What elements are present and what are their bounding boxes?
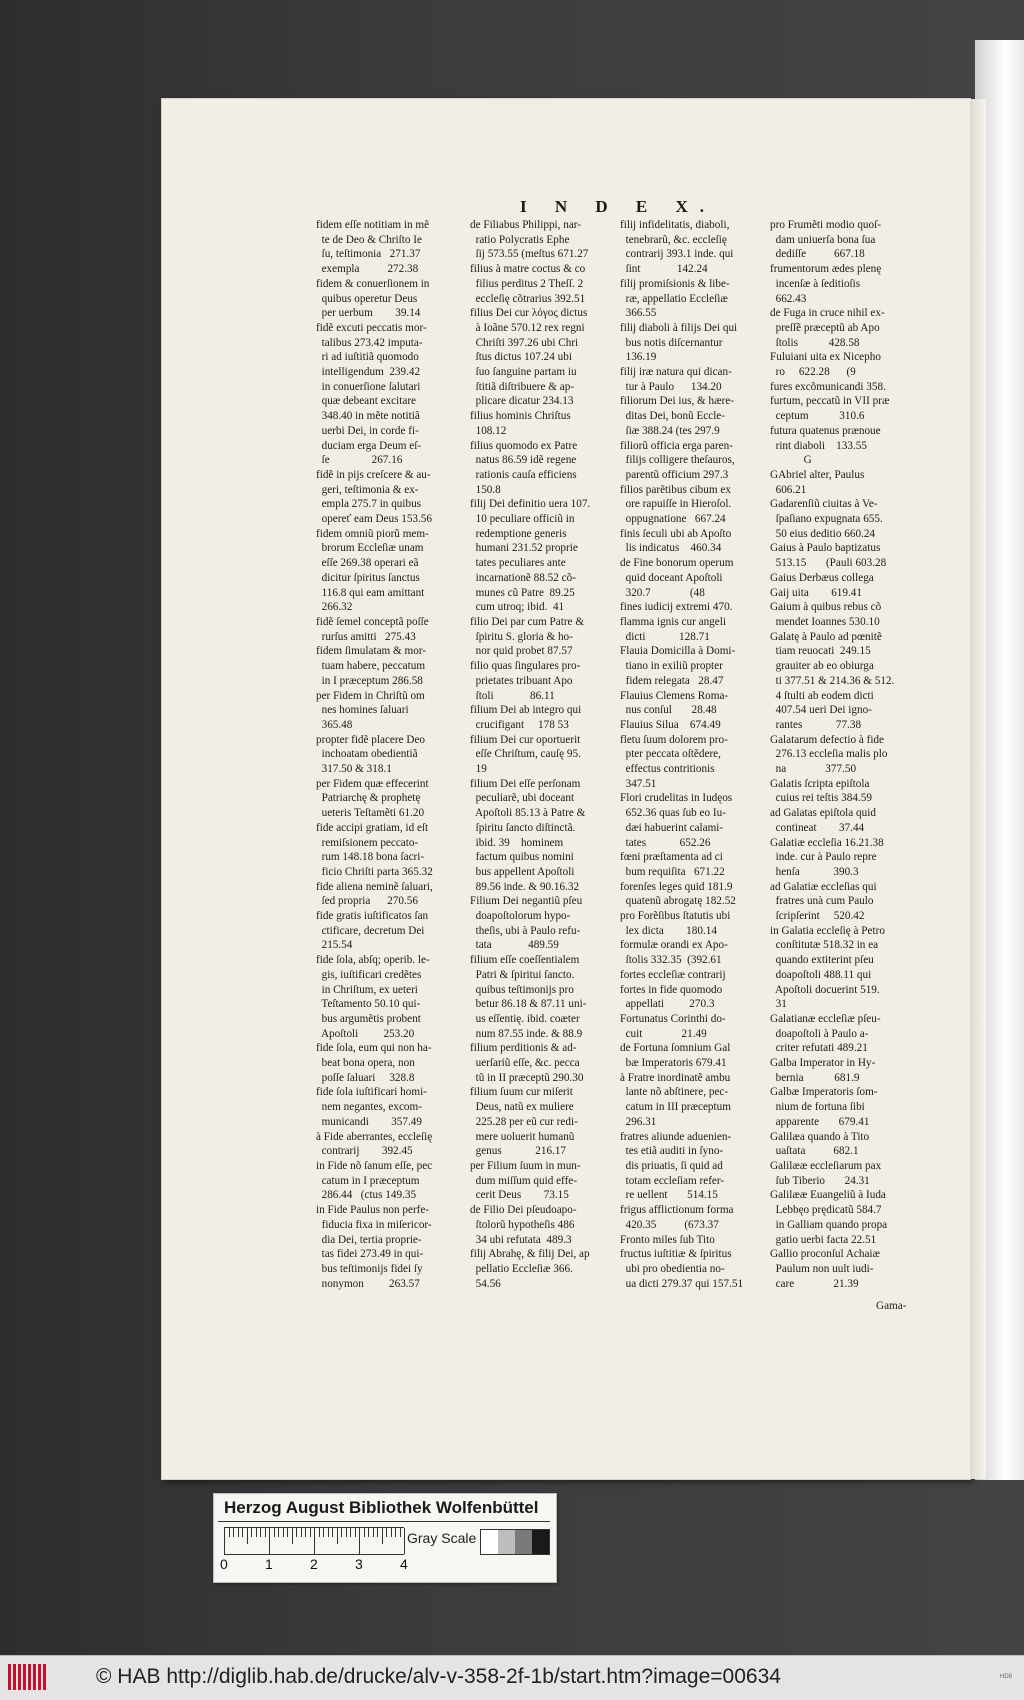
ruler-tick	[278, 1528, 279, 1537]
ruler-tick	[364, 1528, 365, 1537]
ruler-tick	[229, 1528, 230, 1537]
card-divider	[218, 1521, 550, 1522]
ruler-tick	[332, 1528, 333, 1537]
ruler-number: 0	[220, 1556, 228, 1572]
gray-swatch	[481, 1530, 498, 1554]
page-gutter	[970, 99, 986, 1479]
ruler-tick	[305, 1528, 306, 1537]
ruler-tick	[287, 1528, 288, 1537]
ruler-tick	[314, 1528, 315, 1554]
ruler-tick	[251, 1528, 252, 1537]
ruler-tick	[238, 1528, 239, 1537]
ruler-tick	[373, 1528, 374, 1537]
ruler-tick	[377, 1528, 378, 1537]
ruler-tick	[382, 1528, 383, 1544]
ruler-tick	[386, 1528, 387, 1537]
ruler-tick	[296, 1528, 297, 1537]
hab-logo-icon	[8, 1664, 46, 1690]
ruler-tick	[260, 1528, 261, 1537]
ruler-tick	[301, 1528, 302, 1537]
gray-scale-label: Gray Scale	[407, 1530, 477, 1546]
ruler-tick	[242, 1528, 243, 1537]
ruler-tick	[346, 1528, 347, 1537]
ruler-tick	[400, 1528, 401, 1537]
ruler-tick	[323, 1528, 324, 1537]
ruler-tick	[337, 1528, 338, 1544]
ruler-tick	[292, 1528, 293, 1544]
color-calibration-card	[213, 1493, 557, 1583]
index-column-1: fidem eſſe notitiam in mẽ te de Deo & Chriſto Ie ſu, teſtimonia 271.37 exempla 272.38 fidem & conuerſionem in quibus operetur Deus per uerbum 39.14 fidẽ excuti peccatis mor- talibus 273.42 imputa- ri ad iuſtitiã quomodo intelligendum 239.42 in conuerſione ſalutari quæ debeant excitare 348.40 in mẽte notitiã uerbi Dei, in corde fi- duciam erga Deum eſ- ſe 267.16 fidẽ in pijs creſcere & au- geri, teſtimonia & ex- empla 275.7 in quibus opereť eam Deus 153.56 fidem omniũ piorũ mem- brorum Eccleſiæ unam eſſe 269.38 operari eã dicitur ſpiritus ſanctus 116.8 qui eam amittant 266.32 fidẽ ſemel conceptã poſſe rurſus amitti 275.43 fidem ſimulatam & mor- tuam habere, peccatum in I præceptum 286.58 per Fidem in Chriſtũ om nes homines ſaluari 365.48 propter fidẽ placere Deo inchoatam obedientiã 317.50 & 318.1 per Fidem quæ effecerint Patriarchę & prophetę ueteris Teſtamẽti 61.20 fide accipi gratiam, id eſt remiſsionem peccato- rum 148.18 bona ſacri- ficio Chriſti parta 365.32 fide aliena neminẽ ſaluari, ſed propria 270.56 fide gratis iuſtificatos ſan ctificare, decretum Dei 215.54 fide ſola, abſq; operib. le- gis, iuſtificari credẽtes in Chriſtum, ex ueteri Teſtamento 50.10 qui- bus argumẽtis probent Apoſtoli 253.20 fide ſola, eum qui non ha- beat bona opera, non poſſe ſaluari 328.8 fide ſola iuſtificari homi- nem negantes, excom- municandi 357.49 à Fide aberrantes, eccleſię contrarij 392.45 in Fide nõ ſanum eſſe, pec catum in I præceptum 286.44 (ctus 149.35 in Fide Paulus non perfe- fiducia fixa in miſericor- dia Dei, tertia proprie- tas fidei 273.49 in qui- bus teſtimonijs fidei ſy nonymon 263.57	[316, 219, 433, 1290]
ruler-tick	[350, 1528, 351, 1537]
ruler-tick	[341, 1528, 342, 1537]
source-url[interactable]: © HAB http://diglib.hab.de/drucke/alv-v-358-2f-1b/start.htm?image=00634	[96, 1665, 781, 1688]
page-title: I N D E X.	[520, 197, 717, 216]
ruler-tick	[404, 1528, 405, 1554]
gray-swatch	[532, 1530, 549, 1554]
ruler-tick	[233, 1528, 234, 1537]
ruler-tick	[328, 1528, 329, 1537]
ruler-tick	[310, 1528, 311, 1537]
index-column-3: filij infidelitatis, diaboli, tenebrarũ, &c. eccleſię contrarij 393.1 inde. qui ſint 142.24 filij promiſsionis & libe- ræ, appellatio Eccleſiæ 366.55 filij diaboli à filijs Dei qui bus notis diſcernantur 136.19 filij iræ natura qui dican- tur à Paulo 134.20 filiorum Dei ius, & hære- ditas Dei, bonũ Eccle- ſiæ 388.24 (tes 297.9 filiorũ officia erga paren- filijs colligere theſauros, parentũ officium 297.3 filios parẽtibus cibum ex ore rapuiſſe in Hieroſol. oppugnatione 667.24 finis ſeculi ubi ab Apoſto lis indicatus 460.34 de Fine bonorum operum quid doceant Apoſtoli 320.7 (48 fines iudicij extremi 470. flamma ignis cur angeli dicti 128.71 Flauia Domicilla à Domi- tiano in exiliũ propter fidem relegata 28.47 Flauius Clemens Roma- nus conſul 28.48 Flauius Silua 674.49 fletu ſuum dolorem pro- pter peccata oſtẽdere, effectus contritionis 347.51 Flori crudelitas in Iudęos 652.36 quas ſub eo Iu- dæi habuerint calami- tates 652.26 fœni præſtamenta ad ci bum requiſita 671.22 forenſes leges quid 181.9 quatenũ abrogatę 182.52 pro Forẽſibus ſtatutis ubi lex dicta 180.14 formulæ orandi ex Apo- ſtolis 332.35 (392.61 fortes eccleſiæ contrarij fortes in fide quomodo appellati 270.3 Fortunatus Corinthi do- cuit 21.49 de Fortuna ſomnium Gal bæ Imperatoris 679.41 à Fratre inordinatẽ ambu lante nõ abſtinere, pec- catum in III præceptum 296.31 fratres aliunde aduenien- tes etiã auditi in ſyno- dis priuatis, ſi quid ad totam eccleſiam refer- re uellent 514.15 frigus afflictionum forma 420.35 (673.37 Fronto miles ſub Tito fructus iuſtitiæ & ſpiritus ubi pro obedientia no- ua dicti 279.37 qui 157.51	[620, 219, 744, 1290]
ruler-scale	[224, 1527, 404, 1555]
index-column-2: de Filiabus Philippi, nar- ratio Polycratis Ephe ſij 573.55 (meſtus 671.27 filius à matre coctus & co filius perditus 2 Theſſ. 2 eccleſię cõtrarius 392.51 filius Dei cur λόγος dictus à Ioãne 570.12 rex regni Chriſti 397.26 ubi Chri ſtus dictus 107.24 ubi ſuo ſanguine partam iu ſtitiã diſtribuere & ap- plicare dicatur 234.13 filius hominis Chriſtus 108.12 filius quomodo ex Patre natus 86.59 idẽ regene rationis cauſa efficiens 150.8 filij Dei definitio uera 107. 10 peculiare officiũ in redemptione generis humani 231.52 proprie tates peculiares ante incarnationẽ 88.52 cõ- munes cũ Patre 89.25 cum utroq; ibid. 41 filio Dei par cum Patre & ſpiritu S. gloria & ho- nor quid probet 87.57 filio quas ſingulares pro- prietates tribuant Apo ſtoli 86.11 filium Dei ab integro qui crucifigant 178 53 filium Dei cur oportuerit eſſe Chriſtum, cauſę 95. 19 filium Dei eſſe perſonam peculiarẽ, ubi doceant Apoſtoli 85.13 à Patre & ſpiritu ſancto diſtinctã. ibid. 39 hominem factum quibus nomini bus appellent Apoſtoli 89.56 inde. & 90.16.32 Filium Dei negantiũ pſeu doapoſtolorum hypo- theſis, ubi à Paulo refu- tata 489.59 filium eſſe coeſſentialem Patri & ſpiritui ſancto. quibus teſtimonijs pro betur 86.18 & 87.11 uni- us eſſentię. ibid. coæter num 87.55 inde. & 88.9 filium perditionis & ad- uerſariũ eſſe, &c. pecca tũ in II præceptũ 290.30 filium ſuum cur miſerit Deus, natũ ex muliere 225.28 per eũ cur redi- mere uoluerit humanũ genus 216.17 per Filium ſuum in mun- dum miſſum quid effe- cerit Deus 73.15 de Filio Dei pſeudoapo- ſtolorũ hypotheſis 486 34 ubi refutata 489.3 filij Abrahę, & filij Dei, ap pellatio Eccleſiæ 366. 54.56	[470, 219, 591, 1290]
ruler-tick	[395, 1528, 396, 1537]
ruler-number: 3	[355, 1556, 363, 1572]
ruler-tick	[319, 1528, 320, 1537]
ruler-tick	[359, 1528, 360, 1554]
ruler-tick	[274, 1528, 275, 1537]
ruler-number: 2	[310, 1556, 318, 1572]
ruler-tick	[269, 1528, 270, 1554]
library-name: Herzog August Bibliothek Wolfenbüttel	[224, 1498, 539, 1517]
ruler-tick	[368, 1528, 369, 1537]
catchword: Gama-	[876, 1300, 907, 1312]
gray-scale-swatches	[480, 1529, 550, 1555]
ruler-tick	[283, 1528, 284, 1537]
gray-swatch	[498, 1530, 515, 1554]
ruler-number: 1	[265, 1556, 273, 1572]
ruler-tick	[224, 1528, 225, 1554]
ruler-tick	[355, 1528, 356, 1537]
footer-small-text: HD8	[1000, 1674, 1013, 1680]
ruler-tick	[256, 1528, 257, 1537]
ruler-tick	[265, 1528, 266, 1537]
ruler-tick	[247, 1528, 248, 1544]
footer-bar	[0, 1655, 1024, 1700]
gray-swatch	[515, 1530, 532, 1554]
ruler-tick	[391, 1528, 392, 1537]
index-column-4: pro Frumẽti modio quoſ- dam uniuerſa bona ſua dediſſe 667.18 frumentorum ædes plenę incenſæ à ſeditioſis 662.43 de Fuga in cruce nihil ex- preſſẽ præceptũ ab Apo ſtolis 428.58 Fuluiani uita ex Nicepho ro 622.28 (9 fures excõmunicandi 358. furtum, peccatũ in VII præ ceptum 310.6 futura quatenus prænoue rint diaboli 133.55 G GAbriel alter, Paulus 606.21 Gadarenſiũ ciuitas à Ve- ſpaſiano expugnata 655. 50 eius deditio 660.24 Gaius à Paulo baptizatus 513.15 (Pauli 603.28 Gaius Derbæus collega Gaij uita 619.41 Gaium à quibus rebus cõ mendet Ioannes 530.10 Galatę à Paulo ad pœnitẽ tiam reuocati 249.15 grauiter ab eo obiurga ti 377.51 & 214.36 & 512. 4 ſtulti ab eodem dicti 407.54 ueri Dei igno- rantes 77.38 Galatarum defectio à fide 276.13 eccleſia malis plo na 377.50 Galatis ſcripta epiſtola cuius rei teſtis 384.59 ad Galatas epiſtola quid contineat 37.44 Galatiæ eccleſia 16.21.38 inde. cur à Paulo repre henſa 390.3 ad Galatiæ eccleſias qui fratres unà cum Paulo ſcripſerint 520.42 in Galatia eccleſię à Petro conſtitutæ 518.32 in ea quando extiterint pſeu doapoſtoli 488.11 qui Apoſtoli docuerint 519. 31 Galatianæ eccleſiæ pſeu- doapoſtoli à Paulo a- criter refutati 489.21 Galba Imperator in Hy- bernia 681.9 Galbæ Imperatoris ſom- nium de fortuna ſibi apparente 679.41 Galilæa quando à Tito uaſtata 682.1 Galilææ eccleſiarum pax ſub Tiberio 24.31 Galilææ Euangeliũ à Iuda Lebbęo prędicatũ 584.7 in Galliam quando propa gatio uerbi facta 22.51 Gallio proconſul Achaiæ Paulum non uult iudi- care 21.39	[770, 219, 895, 1290]
ruler-number: 4	[400, 1556, 408, 1572]
